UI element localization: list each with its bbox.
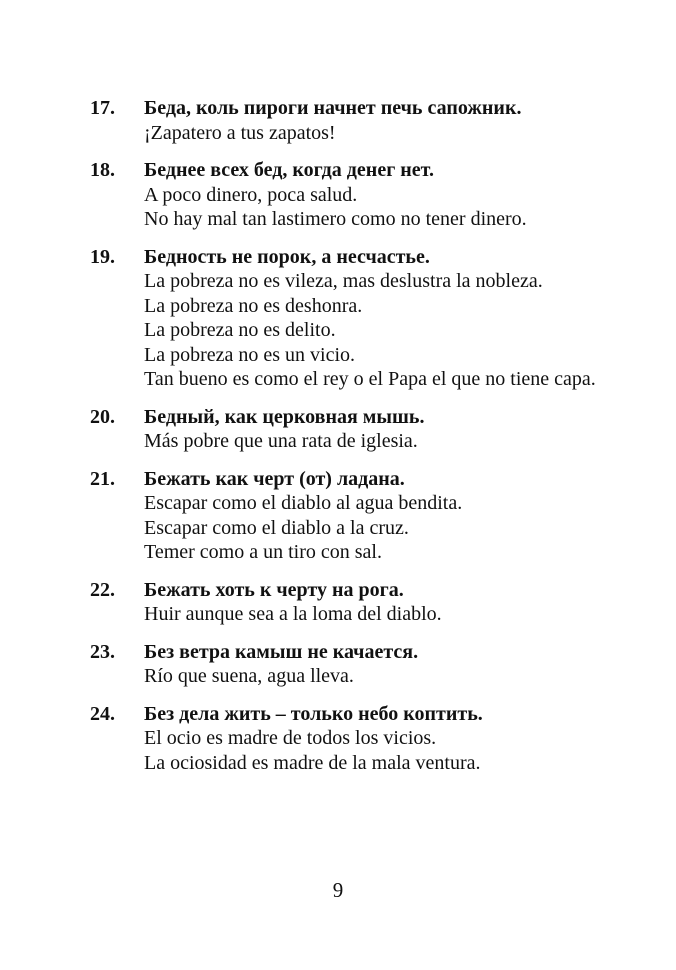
proverb-body <box>144 467 650 565</box>
proverb-body <box>144 245 650 392</box>
proverb-number: 17. <box>90 97 115 119</box>
proverb-entry <box>90 467 650 565</box>
spanish-equivalent: Escapar como el diablo al agua bendita. <box>144 492 463 514</box>
proverb-body <box>144 158 650 232</box>
proverb-entry <box>90 158 650 232</box>
spanish-equivalent: No hay mal tan lastimero como no tener dinero. <box>144 208 527 230</box>
spanish-equivalent: Escapar como el diablo a la cruz. <box>144 516 409 539</box>
spanish-equivalent: Río que suena, agua lleva. <box>144 665 354 687</box>
spanish-equivalent: Más pobre que una rata de iglesia. <box>144 430 418 452</box>
spanish-equivalent: Tan bueno es como el rey o el Papa el que no tiene capa. <box>144 368 596 390</box>
proverb-number: 21. <box>90 467 115 490</box>
proverb-number: 18. <box>90 159 115 181</box>
spanish-equivalent: El ocio es madre de todos los vicios. <box>144 727 437 749</box>
spanish-equivalent: Huir aunque sea a la loma del diablo. <box>144 603 442 625</box>
russian-proverb: Беда, коль пироги начнет печь сапожник. <box>144 97 522 119</box>
proverb-number: 24. <box>90 702 115 725</box>
spanish-equivalent: La pobreza no es delito. <box>144 319 336 341</box>
russian-proverb: Без дела жить – только небо коптить. <box>144 702 483 725</box>
spanish-equivalent: La pobreza no es deshonra. <box>144 294 363 317</box>
proverb-number: 19. <box>90 245 115 268</box>
russian-proverb: Беднее всех бед, когда денег нет. <box>144 159 434 181</box>
russian-proverb: Бежать хоть к черту на рога. <box>144 578 404 601</box>
proverb-entry <box>90 96 650 145</box>
spanish-equivalent: La pobreza no es vileza, mas deslustra la nobleza. <box>144 270 543 292</box>
russian-proverb: Бежать как черт (от) ладана. <box>144 467 405 490</box>
proverb-body <box>144 640 650 689</box>
spanish-equivalent: La pobreza no es un vicio. <box>144 343 356 366</box>
proverb-body <box>144 405 650 454</box>
proverb-body <box>144 96 650 145</box>
proverb-entry <box>90 405 650 454</box>
spanish-equivalent: La ociosidad es madre de la mala ventura. <box>144 751 481 774</box>
proverb-number: 22. <box>90 578 115 601</box>
proverb-body <box>144 702 650 776</box>
spanish-equivalent: ¡Zapatero a tus zapatos! <box>144 121 336 144</box>
proverb-entry <box>90 245 650 392</box>
proverb-entry <box>90 640 650 689</box>
proverb-body <box>144 578 650 627</box>
page-number: 9 <box>332 878 344 902</box>
proverb-entry <box>90 702 650 776</box>
spanish-equivalent: Temer como a un tiro con sal. <box>144 541 382 563</box>
proverb-number: 23. <box>90 640 115 663</box>
russian-proverb: Без ветра камыш не качается. <box>144 640 419 663</box>
proverb-number: 20. <box>90 405 115 428</box>
russian-proverb: Бедный, как церковная мышь. <box>144 405 425 428</box>
russian-proverb: Бедность не порок, а несчастье. <box>144 245 430 268</box>
spanish-equivalent: A poco dinero, poca salud. <box>144 183 358 206</box>
proverb-entry <box>90 578 650 627</box>
proverb-list <box>90 96 650 788</box>
